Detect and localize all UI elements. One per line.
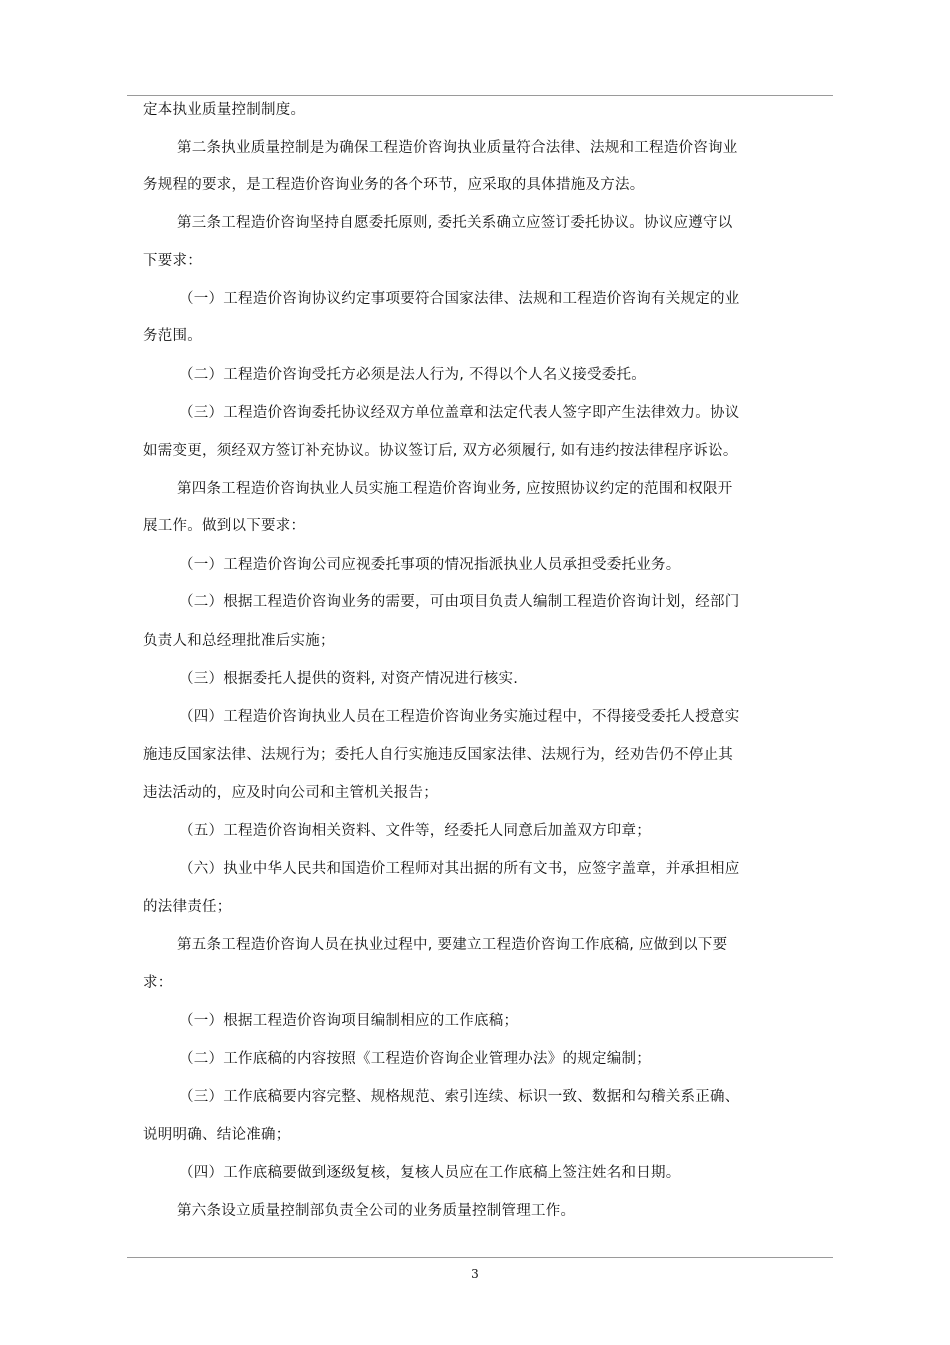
text-line: 的法律责任； — [143, 899, 232, 915]
text-line: 求： — [143, 975, 173, 991]
text-line: （一）工程造价咨询协议约定事项要符合国家法律、法规和工程造价咨询有关规定的业 — [179, 291, 740, 307]
text-line: 如需变更，须经双方签订补充协议。协议签订后, 双方必须履行, 如有违约按法律程序诉讼。 — [143, 443, 738, 459]
text-line: （二）根据工程造价咨询业务的需要，可由项目负责人编制工程造价咨询计划，经部门 — [179, 594, 740, 610]
text-line: 务范围。 — [143, 328, 202, 344]
text-line: （四）工作底稿要做到逐级复核，复核人员应在工作底稿上签注姓名和日期。 — [179, 1165, 681, 1181]
text-line: （二）工作底稿的内容按照《工程造价咨询企业管理办法》的规定编制； — [179, 1051, 651, 1067]
text-line: （三）工程造价咨询委托协议经双方单位盖章和法定代表人签字即产生法律效力。协议 — [179, 405, 740, 421]
text-line: （三）工作底稿要内容完整、规格规范、索引连续、标识一致、数据和勾稽关系正确、 — [179, 1089, 740, 1105]
text-line: 负责人和总经理批准后实施； — [143, 633, 335, 649]
text-line: （六）执业中华人民共和国造价工程师对其出据的所有文书，应签字盖章，并承担相应 — [179, 861, 740, 877]
text-line: （四）工程造价咨询执业人员在工程造价咨询业务实施过程中，不得接受委托人授意实 — [179, 709, 740, 725]
page-number: 3 — [471, 1267, 479, 1281]
text-line: 第三条工程造价咨询坚持自愿委托原则, 委托关系确立应签订委托协议。协议应遵守以 — [177, 215, 733, 231]
text-line: 第四条工程造价咨询执业人员实施工程造价咨询业务, 应按照协议约定的范围和权限开 — [177, 481, 733, 497]
text-line: （五）工程造价咨询相关资料、文件等，经委托人同意后加盖双方印章； — [179, 823, 651, 839]
text-line: （三）根据委托人提供的资料, 对资产情况进行核实. — [179, 671, 519, 687]
text-line: 说明明确、结论准确； — [143, 1127, 291, 1143]
text-line: 第五条工程造价咨询人员在执业过程中, 要建立工程造价咨询工作底稿, 应做到以下要 — [177, 937, 728, 953]
text-line: （二）工程造价咨询受托方必须是法人行为, 不得以个人名义接受委托。 — [179, 367, 646, 383]
text-line: 展工作。做到以下要求： — [143, 518, 306, 534]
text-line: 第六条设立质量控制部负责全公司的业务质量控制管理工作。 — [177, 1203, 576, 1219]
text-line: 定本执业质量控制制度。 — [143, 102, 306, 118]
footer-rule — [127, 1257, 833, 1258]
text-line: 务规程的要求，是工程造价咨询业务的各个环节，应采取的具体措施及方法。 — [143, 177, 645, 193]
text-line: 第二条执业质量控制是为确保工程造价咨询执业质量符合法律、法规和工程造价咨询业 — [177, 140, 738, 156]
text-line: 施违反国家法律、法规行为；委托人自行实施违反国家法律、法规行为，经劝告仍不停止其 — [143, 747, 733, 763]
text-line: 下要求： — [143, 253, 202, 269]
text-line: 违法活动的，应及时向公司和主管机关报告； — [143, 785, 438, 801]
text-line: （一）工程造价咨询公司应视委托事项的情况指派执业人员承担受委托业务。 — [179, 557, 681, 573]
text-line: （一）根据工程造价咨询项目编制相应的工作底稿； — [179, 1013, 519, 1029]
header-rule — [127, 95, 833, 96]
